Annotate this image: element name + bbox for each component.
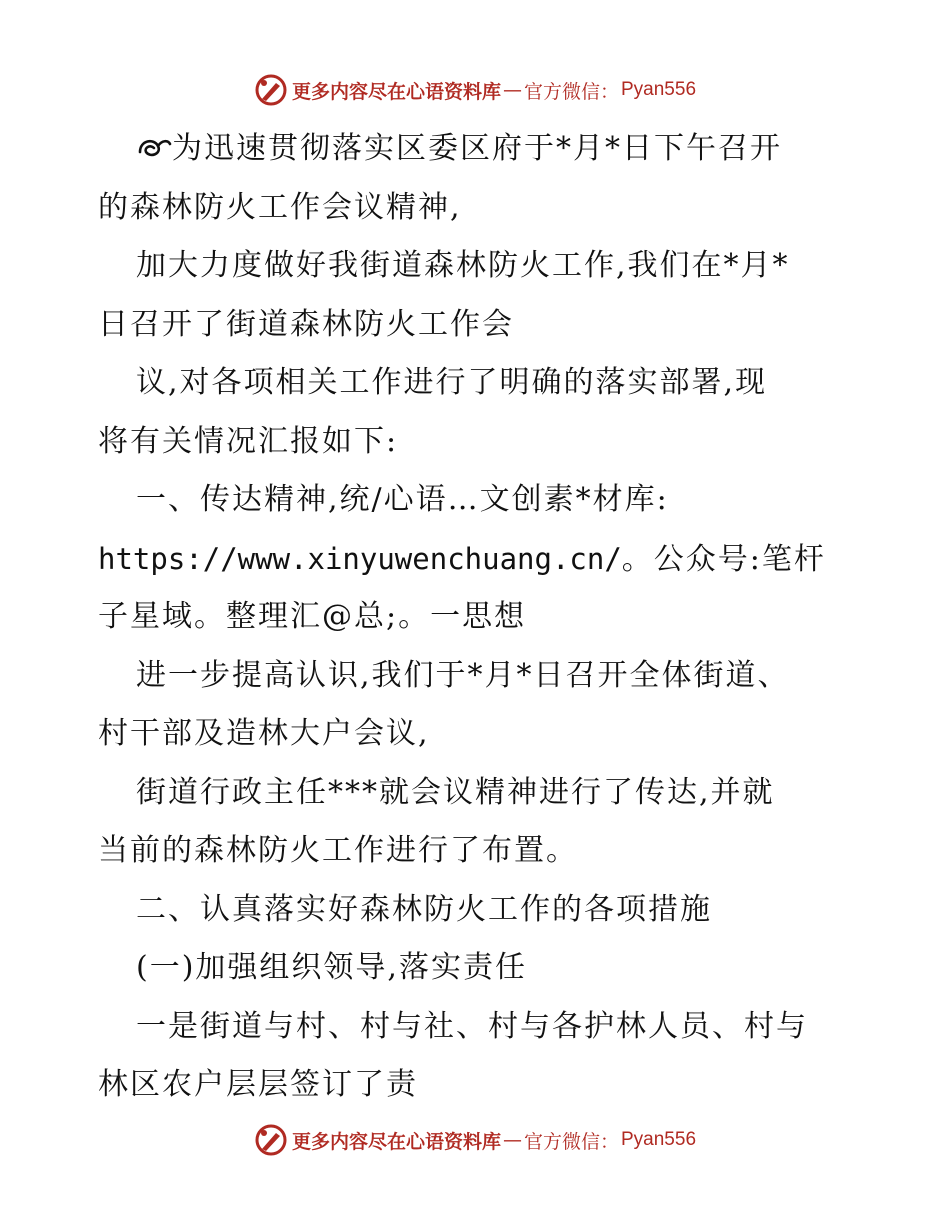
text-line-17: 林区农户层层签订了责 [98,1067,418,1102]
text-line-9: 子星域。整理汇@总;。一思想 [98,599,527,634]
banner-wechat-id: Pyan556 [621,79,697,100]
text-line-1: 为迅速贯彻落实区委区府于*月*日下午召开 [172,131,782,166]
banner-wechat-id: Pyan556 [621,1129,697,1150]
paragraph-line [98,120,858,179]
banner-official-text: 官方微信： [523,1130,619,1153]
subsection-heading-1: (一)加强组织领导,落实责任 [136,950,527,985]
pen-logo-icon [254,1123,288,1157]
website-url: https://www.xinyuwenchuang.cn/ [98,541,622,576]
banner-site-text: 更多内容尽在心语资料库 [291,1130,501,1153]
text-line-10: 进一步提高认识,我们于*月*日召开全体街道、 [136,657,790,693]
leaf-ornament-icon [136,132,172,162]
text-line-8: 。公众号:笔杆 [621,541,826,577]
paragraph-line [98,530,858,589]
text-line-12: 街道行政主任***就会议精神进行了传达,并就 [136,774,775,810]
text-line-13: 当前的森林防火工作进行了布置。 [98,833,578,868]
header-banner [0,70,950,110]
text-line-4: 日召开了街道森林防火工作会 [98,306,514,342]
text-line-7: 一、传达精神,统/心语…文创素*材库: [136,482,669,517]
text-line-6: 将有关情况汇报如下: [98,423,399,459]
text-line-3: 加大力度做好我街道森林防火工作,我们在*月* [136,248,790,283]
text-line-5: 议,对各项相关工作进行了明确的落实部署,现 [136,365,768,400]
banner-separator: — [502,79,522,101]
banner-official-text: 官方微信： [523,80,619,103]
pen-logo-icon [254,73,288,107]
banner-separator: — [502,1129,522,1151]
text-line-16: 一是街道与村、村与社、村与各护林人员、村与 [136,1008,808,1044]
banner-site-text: 更多内容尽在心语资料库 [291,80,501,103]
text-line-11: 村干部及造林大户会议, [98,716,430,751]
section-heading-2: 二、认真落实好森林防火工作的各项措施 [136,891,712,927]
text-line-2: 的森林防火工作会议精神, [98,189,462,225]
footer-banner [0,1120,950,1160]
document-body [98,120,858,1115]
